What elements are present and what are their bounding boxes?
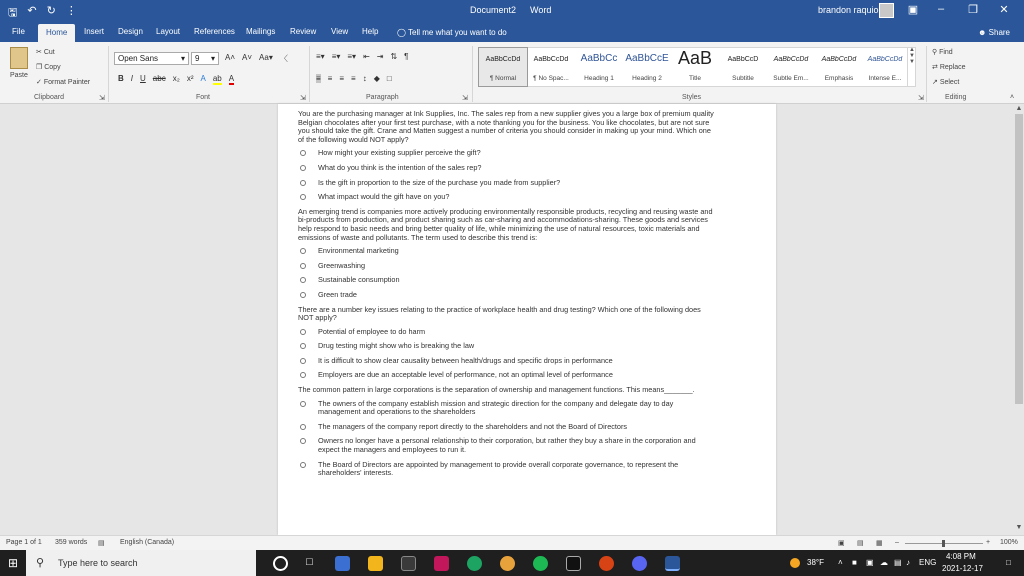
document-title: Document2 [470,5,517,15]
share-label: Share [988,28,1011,37]
option-label: The managers of the company report directly to the shareholders and not the Board of Directors [318,421,628,431]
cortana-icon[interactable] [273,556,288,571]
radio-button[interactable] [300,248,306,254]
sort-icon[interactable]: ⇅ [390,52,398,61]
answer-option[interactable] [300,461,714,478]
proofing-icon[interactable]: ▤ [98,540,105,547]
task-view-icon[interactable]: □ [306,556,313,568]
option-label: Drug testing might show who is breaking the law [318,341,475,351]
font-size-tools [225,53,288,64]
tray-app-icon[interactable]: ■ [852,558,857,567]
option-label: Employers are due an acceptable level of performance, not an optimal level of performance [318,370,613,380]
word-count[interactable]: 359 words [55,539,88,546]
find-label: Find [939,49,953,56]
align-right-icon[interactable]: ≡ [339,74,345,83]
option-label: How might your existing supplier perceive the gift? [318,148,481,158]
option-label: The owners of the company establish mission and strategic direction for the company and delegate day to day management and operations to the shareholders [318,398,674,417]
style-heading-2[interactable] [623,48,671,86]
radio-button[interactable] [300,150,306,156]
question-text: An emerging trend is companies more actively producing environmentally responsible products, recycling and reusing waste and bi-products from production, and product sharing such as car-sharing and accommodations-sharing. These goods and services help respond to basic needs and bring better quality of life, while minimizing the use of natural resources, toxic materials and emissions of waste and pollutants. The term used to describe this trend is: [298,206,713,242]
clock-time[interactable]: 4:08 PM [946,552,976,561]
cut-label: Cut [43,49,55,56]
replace-label: Replace [939,64,966,71]
store-icon[interactable] [401,556,416,571]
document-area [0,104,1014,535]
numbering-icon[interactable]: ≡▾ [331,52,341,61]
replace-icon: ⇄ [932,64,940,71]
divider [926,46,927,102]
cut-button[interactable] [36,48,55,56]
font-family-select[interactable] [114,52,189,65]
paragraph-group-label: Paragraph [366,94,399,101]
option-label: It is difficult to show clear causality between health/drugs and specific drops in performance [318,355,613,365]
style-sample: AaBbCcDd [485,56,521,63]
answer-option[interactable] [300,262,714,271]
answer-option[interactable] [300,423,714,432]
styles-gallery [478,47,916,87]
dialog-launcher-icon[interactable]: ⇲ [462,95,468,102]
style-sample: AaB [677,48,713,68]
search-icon: ⚲ [36,557,45,569]
style-intense-emphasis[interactable] [863,48,907,86]
answer-option[interactable] [300,342,714,351]
pilcrow-icon[interactable]: ¶ [404,52,409,61]
radio-button[interactable] [300,401,306,407]
paste-button[interactable]: Paste [10,72,28,79]
style-name: Title [688,75,702,82]
divider [472,46,473,102]
undo-icon[interactable]: ↶ [27,5,37,17]
question-2 [298,208,714,300]
style-heading-1[interactable] [575,48,623,86]
answer-option[interactable] [300,276,714,285]
format-painter-label: Format Painter [43,79,91,86]
option-label: What impact would the gift have on you? [318,192,450,202]
radio-button[interactable] [300,438,306,444]
replace-button[interactable] [932,63,966,71]
app-icon[interactable] [335,556,350,571]
underline-icon[interactable]: U [140,74,146,83]
radio-button[interactable] [300,263,306,269]
vertical-scrollbar[interactable] [1014,104,1024,535]
answer-option[interactable] [300,328,714,337]
option-label: Is the gift in proportion to the size of the purchase you made from supplier? [318,177,561,187]
dialog-launcher-icon[interactable]: ⇲ [300,95,306,102]
document-page[interactable] [278,104,776,535]
ribbon-home [0,42,1024,104]
option-label: What do you think is the intention of the sales rep? [318,162,482,172]
app-name: Word [530,5,552,15]
answer-option[interactable] [300,164,714,173]
word-icon[interactable] [665,556,680,571]
copy-icon: ❐ [36,64,45,71]
paragraph-list-tools [316,52,408,61]
option-label: Environmental marketing [318,246,399,256]
bullets-icon[interactable]: ≡▾ [316,52,325,61]
divider [309,46,310,102]
radio-button[interactable] [300,358,306,364]
italic-icon[interactable]: I [130,74,134,83]
font-size-value: 9 [195,54,200,63]
lightbulb-icon: ◯ [397,28,406,37]
taskbar [0,550,1024,576]
onedrive-icon[interactable]: ☁ [880,558,888,567]
chevron-down-icon: ▾ [180,54,185,63]
borders-icon[interactable]: □ [386,74,392,83]
quick-access-toolbar [8,4,77,23]
style-sample: AaBbCcDd [821,56,857,63]
styles-group-label: Styles [682,94,702,101]
document-content[interactable] [298,110,714,484]
radio-button[interactable] [300,165,306,171]
scroll-down-icon[interactable]: ▼ [1015,524,1023,531]
answer-option[interactable] [300,437,714,454]
line-spacing-icon[interactable]: ↕ [362,74,367,83]
style-normal[interactable] [479,48,527,86]
scroll-up-icon[interactable]: ▲ [1015,105,1023,112]
search-placeholder: Type here to search [58,558,138,568]
ribbon-tabs [0,22,1024,42]
windows-start-icon[interactable]: ⊞ [8,556,19,570]
redo-icon[interactable]: ↻ [46,5,56,17]
customize-qat-icon[interactable]: ⋮ [65,5,77,17]
question-3 [298,306,714,381]
zoom-slider-thumb[interactable] [942,540,945,547]
zoom-in-icon[interactable]: + [986,539,991,546]
copy-label: Copy [44,64,61,71]
read-mode-icon[interactable]: ▣ [838,540,845,547]
tell-me-search[interactable] [397,28,507,37]
grow-font-icon[interactable]: A˄ [225,53,236,62]
radio-button[interactable] [300,180,306,186]
app-icon[interactable] [599,556,614,571]
tab-mailings[interactable]: Mailings [246,27,276,36]
discord-icon[interactable] [632,556,647,571]
justify-icon[interactable]: ≡ [351,74,356,83]
radio-button[interactable] [300,372,306,378]
status-bar [0,535,1024,550]
style-name: Heading 2 [632,75,662,82]
copy-button[interactable] [36,63,61,71]
radio-button[interactable] [300,277,306,283]
close-icon[interactable]: ✕ [999,4,1009,16]
user-name[interactable]: brandon raquio [818,5,879,15]
font-color-icon[interactable]: A [228,74,235,83]
font-format-tools [118,74,234,85]
font-family-value: Open Sans [118,54,159,63]
clipboard-group-label: Clipboard [34,94,64,101]
option-label: The Board of Directors are appointed by management to provide overall corporate governance, to represent the shareholders' interests. [318,459,679,478]
format-painter-button[interactable] [36,78,90,86]
answer-option[interactable] [300,357,714,366]
epic-games-icon[interactable] [566,556,581,571]
radio-button[interactable] [300,462,306,468]
answer-option[interactable] [300,149,714,158]
print-layout-icon[interactable]: ▤ [857,540,864,547]
clear-formatting-icon[interactable]: 〈 [279,54,288,63]
style-subtitle[interactable] [719,48,767,86]
collapse-ribbon-icon[interactable]: ˄ [1010,94,1015,101]
question-text: You are the purchasing manager at Ink Supplies, Inc. The sales rep from a new supplier gives you a large box of premium quality Belgian chocolates after your first test purchase, with a note thanking you for the business. You like chocolates, but are not sure you should take the gift. Crane and Matten suggest a number of criteria you should consider in making up your mind. Which one of the following would NOT apply? [298,109,714,144]
scrollbar-thumb[interactable] [1015,114,1023,404]
styles-scroll[interactable]: ▲ ▼ ▼ [907,47,916,87]
dialog-launcher-icon[interactable]: ⇲ [99,95,105,102]
tab-insert[interactable]: Insert [84,27,105,36]
question-4 [298,386,714,478]
cursor-icon: ↗ [932,79,940,86]
chrome-icon[interactable] [500,556,515,571]
style-subtle-emphasis[interactable] [767,48,815,86]
font-size-select[interactable] [191,52,219,65]
select-button[interactable] [932,78,959,86]
answer-option[interactable] [300,371,714,380]
avatar[interactable] [879,3,894,18]
input-language[interactable]: ENG [919,558,937,567]
tab-review[interactable]: Review [290,27,317,36]
style-sample: AaBbCcDd [867,56,903,63]
question-text: There are a number key issues relating to the practice of workplace health and drug testing? Which one of the following does NOT apply? [298,304,701,323]
increase-indent-icon[interactable]: ⇥ [376,52,384,61]
tab-references[interactable]: References [194,27,235,36]
tab-home[interactable]: Home [38,24,75,42]
shrink-font-icon[interactable]: A˅ [242,53,253,62]
style-name: Subtitle [732,75,754,82]
paragraph-align-tools [316,74,392,83]
clock-date[interactable]: 2021-12-17 [942,564,983,573]
window-title [470,5,551,15]
shading-icon[interactable]: ◆ [373,74,380,83]
web-layout-icon[interactable]: ▦ [876,540,883,547]
zoom-level[interactable]: 100% [1000,539,1018,546]
page-count[interactable]: Page 1 of 1 [6,539,42,546]
answer-option[interactable] [300,179,714,188]
subscript-icon[interactable]: x₂ [172,74,180,83]
align-left-icon[interactable]: ≡ [316,74,321,83]
tab-layout[interactable]: Layout [156,27,181,36]
highlight-icon[interactable]: ab [212,74,222,83]
decrease-indent-icon[interactable]: ⇤ [363,52,370,61]
superscript-icon[interactable]: x² [186,74,194,83]
tell-me-label: Tell me what you want to do [408,28,507,37]
style-sample: AaBbCcD [727,56,759,63]
editing-group-label: Editing [945,94,967,101]
language-status[interactable]: English (Canada) [120,539,175,546]
ribbon-display-icon[interactable]: ▣ [907,4,919,16]
style-name: ¶ Normal [489,75,517,82]
spotify-icon[interactable] [533,556,548,571]
network-icon[interactable]: ▤ [894,558,902,567]
question-1 [298,110,714,202]
answer-option[interactable] [300,247,714,256]
chevron-down-icon: ▾ [210,54,215,63]
tray-app-icon[interactable]: ▣ [866,558,874,567]
search-icon: ⚲ [932,49,940,56]
multilevel-list-icon[interactable]: ≡▾ [347,52,357,61]
font-group-label: Font [196,94,211,101]
title-bar [0,0,1024,22]
tray-chevron-icon[interactable]: ˄ [838,558,843,567]
answer-option[interactable] [300,291,714,300]
strikethrough-icon[interactable]: abc [152,74,166,83]
share-button[interactable] [978,28,1010,37]
scissors-icon: ✂ [36,49,44,56]
question-text: The common pattern in large corporations is the separation of ownership and management functions. This means_______. [298,385,695,395]
radio-button[interactable] [300,329,306,335]
option-label: Greenwashing [318,260,366,270]
radio-button[interactable] [300,194,306,200]
find-button[interactable] [932,48,953,56]
divider [108,46,109,102]
style-sample: AaBbCc [580,53,618,64]
paste-icon[interactable] [10,47,28,69]
style-name: Emphasis [824,75,854,82]
zoom-out-icon[interactable]: – [895,539,899,546]
style-sample: AaBbCcDd [533,56,569,63]
radio-button[interactable] [300,424,306,430]
answer-option[interactable] [300,400,714,417]
style-name: Intense E... [868,75,902,82]
weather-icon[interactable] [790,558,800,568]
style-sample: AaBbCcDd [773,56,809,63]
radio-button[interactable] [300,292,306,298]
style-name: Subtle Em... [773,75,809,82]
radio-button[interactable] [300,343,306,349]
change-case-icon[interactable]: Aa▾ [259,53,273,62]
tab-help[interactable]: Help [362,27,379,36]
taskbar-search[interactable] [26,550,256,576]
option-label: Green trade [318,289,357,299]
style-sample: AaBbCcE [625,53,669,64]
dialog-launcher-icon[interactable]: ⇲ [918,95,924,102]
align-center-icon[interactable]: ≡ [327,74,333,83]
style-emphasis[interactable] [815,48,863,86]
style-name: Heading 1 [584,75,614,82]
answer-option[interactable] [300,193,714,202]
option-label: Owners no longer have a personal relationship to their corporation, but rather they buy a share in the corporation and expect the managers and employees to run it. [318,436,696,455]
style-name: ¶ No Spac... [533,75,569,82]
select-label: Select [939,79,960,86]
option-label: Sustainable consumption [318,275,400,285]
save-icon[interactable]: 🖫 [8,7,18,19]
restore-icon[interactable]: ❐ [968,4,978,16]
edge-icon[interactable] [467,556,482,571]
minimize-icon[interactable]: – [937,3,945,15]
bold-icon[interactable]: B [118,74,124,83]
tab-view[interactable]: View [331,27,349,36]
option-label: Potential of employee to do harm [318,326,426,336]
tab-design[interactable]: Design [118,27,143,36]
style-no-spacing[interactable] [527,48,575,86]
brush-icon: ✓ [36,79,44,86]
app-icon[interactable] [434,556,449,571]
text-effects-icon[interactable]: A [200,74,206,83]
share-icon: ☻ [978,28,987,37]
tab-file[interactable]: File [12,27,25,36]
notifications-icon[interactable]: □ [1006,558,1011,567]
volume-icon[interactable]: ♪ [906,558,910,567]
weather-temp[interactable]: 38°F [807,558,824,567]
file-explorer-icon[interactable] [368,556,383,571]
style-title[interactable] [671,48,719,86]
